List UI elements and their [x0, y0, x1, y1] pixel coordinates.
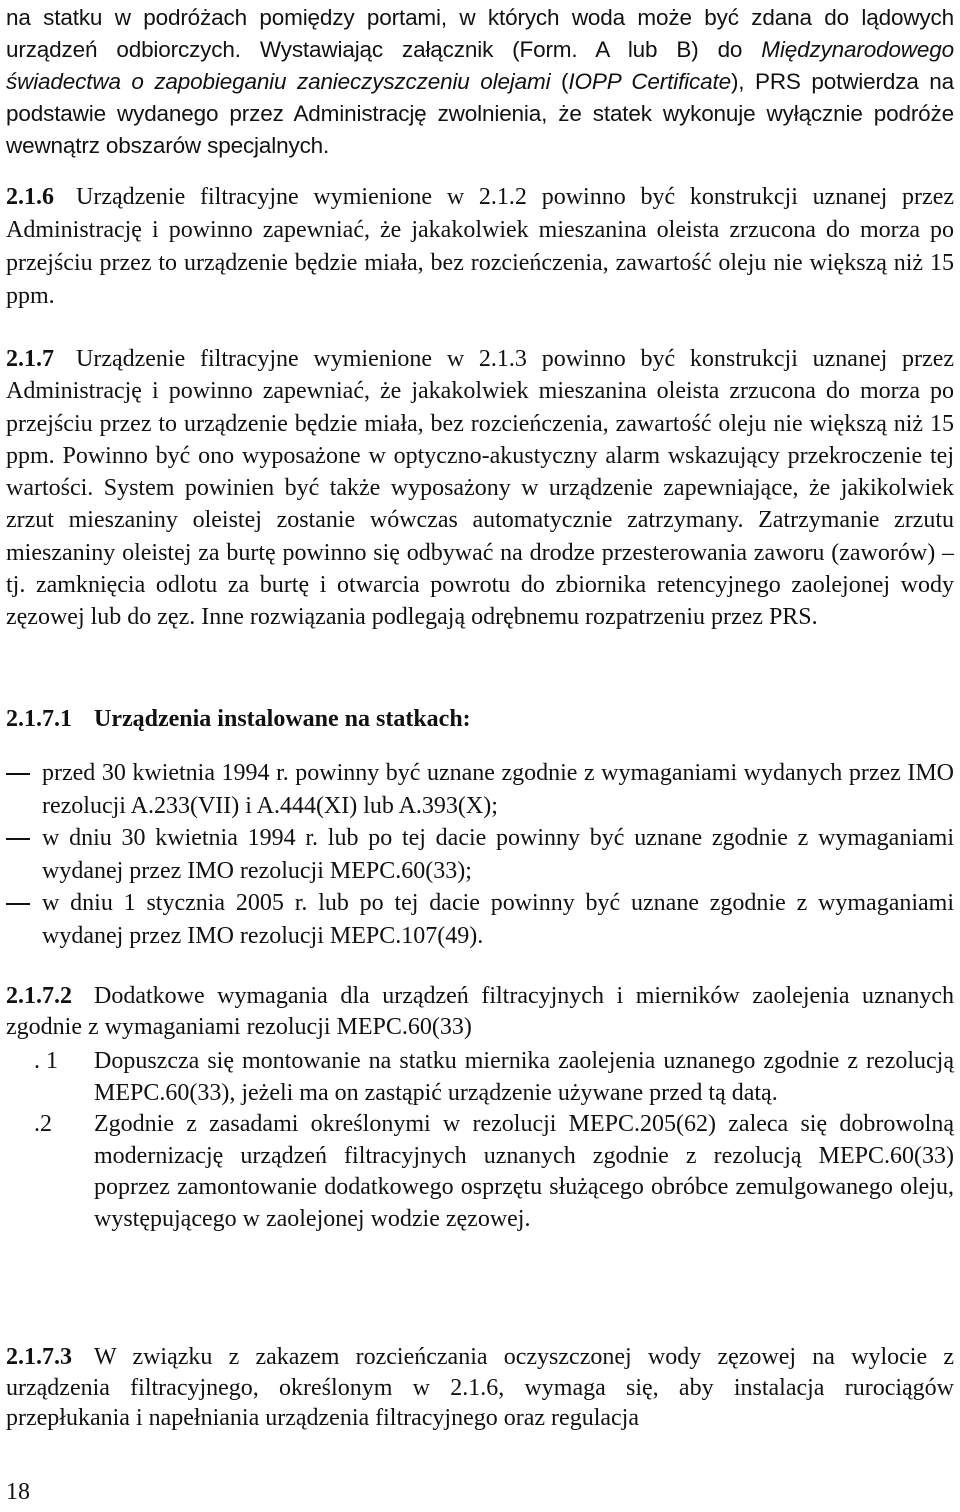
- list-item-text: w dniu 1 stycznia 2005 r. lub po tej dacie powinny być uznane zgodnie z wymaganiami wydanej przez IMO rezolucji MEPC.107(49).: [42, 890, 954, 949]
- list-item-number: .2: [34, 1111, 52, 1137]
- list-item-text: Zgodnie z zasadami określonymi w rezolucji MEPC.205(62) zaleca się dobrowolną modernizację urządzeń filtracyjnych uznanych zgodnie z rezolucją MEPC.60(33) poprzez zamontowanie dodatkowego osprzętu służącego obróbce zemulgowanego oleju, występującego w zaolejonej wodzie zęzowej.: [94, 1111, 954, 1232]
- section-text: W związku z zakazem rozcieńczania oczyszczonej wody zęzowej na wylocie z urządzenia filtracyjnego, określonym w 2.1.6, wymaga się, aby instalacja rurociągów przepłukania i napełniania urządzenia filtracyjnego oraz regulacja: [6, 1344, 954, 1431]
- section-text: Dodatkowe wymagania dla urządzeń filtracyjnych i mierników zaolejenia uznanych zgodnie z wymaganiami rezolucji MEPC.60(33): [6, 983, 954, 1040]
- section-number: 2.1.7.3: [6, 1344, 72, 1370]
- dash-bullet: [6, 757, 36, 790]
- section-text: Urządzenie filtracyjne wymienione w 2.1.2 powinno być konstrukcji uznanej przez Administrację i powinno zapewniać, że jakakolwiek mieszanina oleista zrzucona do morza po przejściu przez to urządzenie będzie miała, bez rozcieńczenia, zawartość oleju nie większą niż 15 ppm.: [6, 184, 954, 309]
- section-2-1-7-3: [6, 1342, 954, 1434]
- section-2-1-6: [6, 181, 954, 313]
- page-number: 18: [6, 1479, 30, 1505]
- section-number: 2.1.7: [6, 346, 54, 372]
- intro-certificate-name: Międzynarodowego świadectwa o zapobieganiu zanieczyszczeniu olejami: [6, 37, 954, 94]
- dash-bullet: [6, 822, 36, 855]
- intro-paragraph: [6, 2, 954, 162]
- dash-bullet: [6, 887, 36, 920]
- list-item: [6, 1109, 954, 1235]
- intro-text-a: na statku w podróżach pomiędzy portami, w których woda może być zdana do lądowych urządzeń odbiorczych. Wystawiając załącznik (Form. A lub B) do: [6, 5, 954, 62]
- list-item-number: . 1: [34, 1048, 58, 1074]
- additional-requirements-list: [6, 1046, 954, 1235]
- section-number: 2.1.6: [6, 184, 54, 210]
- installation-dates-list: [6, 757, 954, 952]
- section-number: 2.1.7.2: [6, 983, 72, 1009]
- intro-text-b: (: [550, 69, 569, 94]
- list-item: [6, 887, 954, 952]
- intro-certificate-english: IOPP Certificate: [568, 69, 731, 94]
- section-2-1-7-1-heading: [6, 704, 954, 735]
- section-title: Urządzenia instalowane na statkach:: [94, 706, 471, 732]
- list-item: [6, 822, 954, 887]
- list-item-text: w dniu 30 kwietnia 1994 r. lub po tej dacie powinny być uznane zgodnie z wymaganiami wydanej przez IMO rezolucji MEPC.60(33);: [42, 825, 954, 884]
- section-text: Urządzenie filtracyjne wymienione w 2.1.3 powinno być konstrukcji uznanej przez Administrację i powinno zapewniać, że jakakolwiek mieszanina oleista zrzucona do morza po przejściu przez to urządzenie będzie miała, bez rozcieńczenia, zawartość oleju nie większą niż 15 ppm. Powinno być ono wyposażone w optyczno-akustyczny alarm wskazujący przekroczenie tej wartości. System powinien być także wyposażony w urządzenie zapewniające, że jakikolwiek zrzut mieszaniny oleistej zostanie wówczas automatycznie zatrzymany. Zatrzymanie zrzutu mieszaniny oleistej za burtę powinno się odbywać na drodze przesterowania zaworu (zaworów) – tj. zamknięcia odlotu za burtę i otwarcia powrotu do zbiornika retencyjnego zaolejonej wody zęzowej lub do zęz. Inne rozwiązania podlegają odrębnemu rozpatrzeniu przez PRS.: [6, 346, 954, 631]
- section-2-1-7-2: [6, 981, 954, 1042]
- list-item: [6, 757, 954, 822]
- list-item: [6, 1046, 954, 1109]
- section-number: 2.1.7.1: [6, 706, 72, 732]
- list-item-text: Dopuszcza się montowanie na statku miernika zaolejenia uznanego zgodnie z rezolucją MEPC.60(33), jeżeli ma on zastąpić urządzenie używane przed tą datą.: [94, 1048, 954, 1106]
- intro-text-c: ), PRS potwierdza na podstawie wydanego przez Administrację zwolnienia, że statek wykonuje wyłącznie podróże wewnątrz obszarów specjalnych.: [6, 69, 954, 158]
- list-item-text: przed 30 kwietnia 1994 r. powinny być uznane zgodnie z wymaganiami wydanych przez IMO rezolucji A.233(VII) i A.444(XI) lub A.393(X);: [42, 760, 954, 819]
- section-2-1-7: [6, 343, 954, 634]
